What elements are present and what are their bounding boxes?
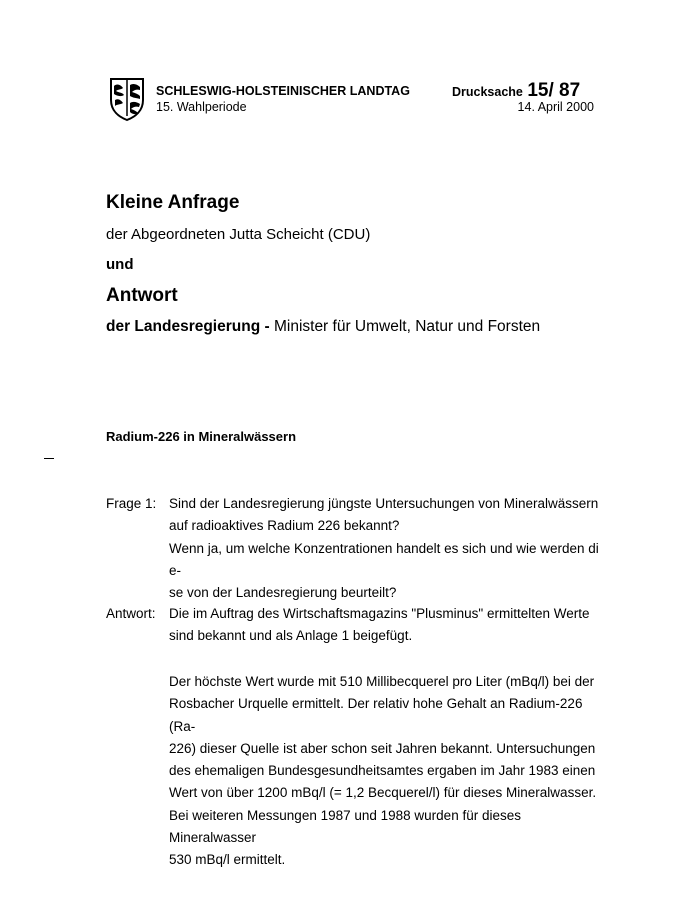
topic-heading: Radium-226 in Mineralwässern — [106, 429, 297, 444]
answer-label: Antwort: — [106, 606, 156, 621]
question-line: se von der Landesregierung beurteilt? — [169, 585, 397, 601]
respondent-ministry: Minister für Umwelt, Natur und Forsten — [269, 318, 541, 335]
document-type-title: Kleine Anfrage — [106, 192, 240, 213]
answer-line: Die im Auftrag des Wirtschaftsmagazins "Plusminus" ermittelten Werte — [169, 606, 590, 621]
question-line: Sind der Landesregierung jüngste Untersuchungen von Mineralwässern — [169, 496, 599, 511]
respondent-line — [106, 318, 540, 336]
question-label: Frage 1: — [106, 496, 157, 511]
coat-of-arms-icon — [108, 76, 146, 122]
answer-title: Antwort — [106, 285, 178, 306]
organization-name: SCHLESWIG-HOLSTEINISCHER LANDTAG — [156, 84, 410, 98]
question-line: auf radioaktives Radium 226 bekannt? — [169, 518, 400, 534]
document-date: 14. April 2000 — [517, 100, 594, 114]
conjunction: und — [106, 256, 134, 273]
answer-line: Der höchste Wert wurde mit 510 Millibecquerel pro Liter (mBq/l) bei der — [169, 674, 595, 689]
answer-line: 530 mBq/l ermittelt. — [169, 852, 286, 868]
answer-line: Rosbacher Urquelle ermittelt. Der relativ hohe Gehalt an Radium-226 (Ra- — [169, 696, 583, 734]
respondent-bold: der Landesregierung - — [106, 318, 270, 335]
drucksache-label: Drucksache — [452, 85, 523, 99]
question-text — [169, 493, 599, 604]
answer-text — [169, 603, 599, 648]
answer-line: 226) dieser Quelle ist aber schon seit Jahren bekannt. Untersuchungen — [169, 740, 596, 756]
drucksache-number: 15/ 87 — [527, 80, 581, 101]
question-line: Wenn ja, um welche Konzentrationen handelt es sich und wie werden di e- — [169, 540, 599, 578]
drucksache-reference — [452, 80, 580, 102]
answer-line: Wert von über 1200 mBq/l (= 1,2 Becquerel/l) für dieses Mineralwasser. — [169, 785, 597, 801]
answer-paragraph-2 — [169, 671, 599, 872]
answer-line: des ehemaligen Bundesgesundheitsamtes ergaben im Jahr 1983 einen — [169, 763, 596, 779]
margin-mark — [44, 458, 54, 459]
legislative-period: 15. Wahlperiode — [156, 100, 247, 114]
answer-line: sind bekannt und als Anlage 1 beigefügt. — [169, 628, 413, 644]
requester-line: der Abgeordneten Jutta Scheicht (CDU) — [106, 226, 371, 243]
answer-line: Bei weiteren Messungen 1987 und 1988 wurden für dieses Mineralwasser — [169, 807, 521, 846]
